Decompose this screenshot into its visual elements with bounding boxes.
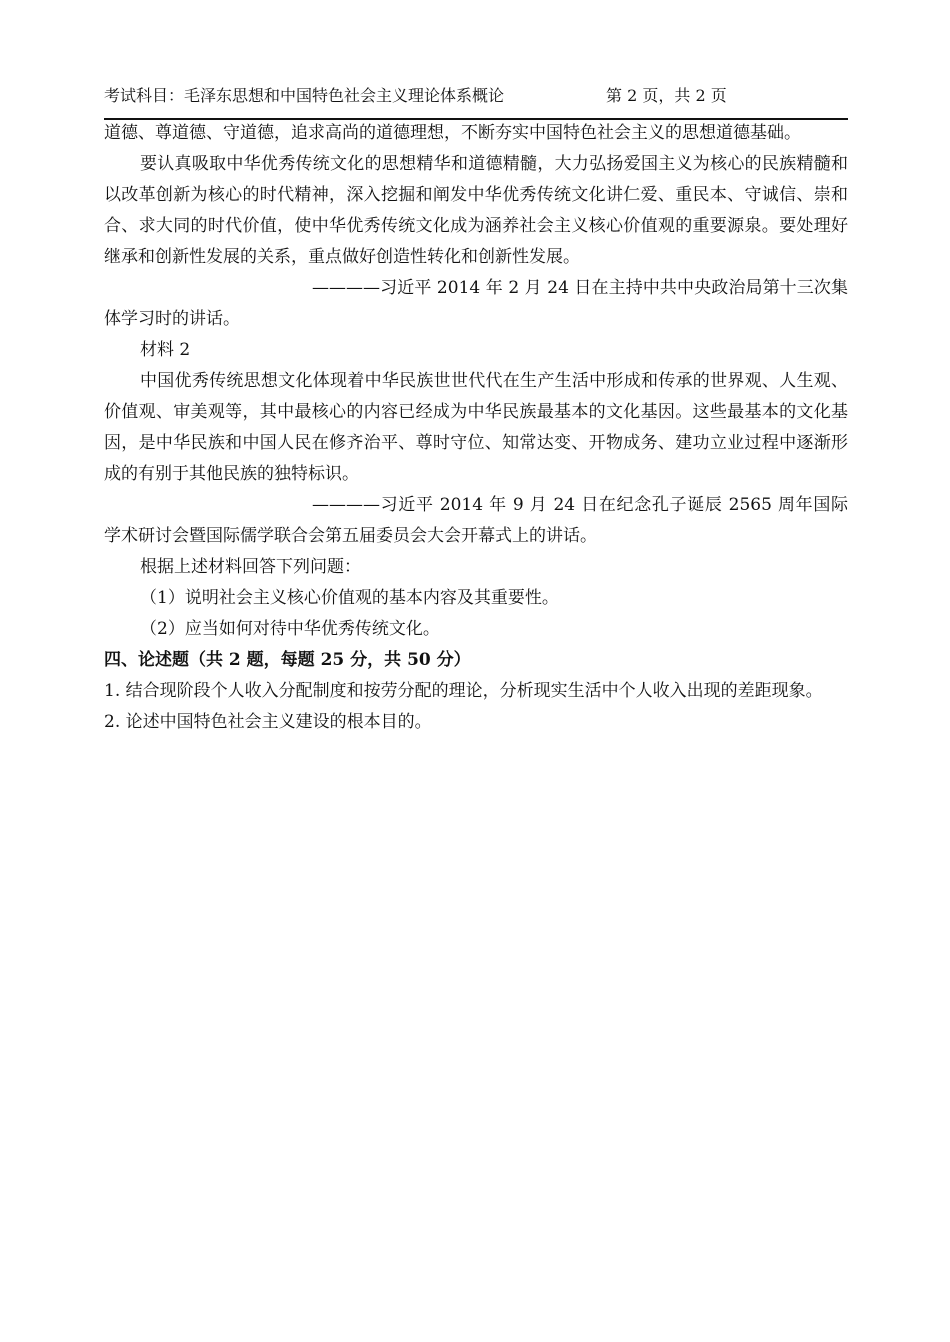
question-2: （2）应当如何对待中华优秀传统文化。 [140, 619, 440, 639]
question-instruction: 根据上述材料回答下列问题： [140, 557, 361, 577]
paragraph-continuation: 道德、尊道德、守道德，追求高尚的道德理想，不断夯实中国特色社会主义的思想道德基础。 [104, 123, 801, 143]
essay-question-1: 1. 结合现阶段个人收入分配制度和按劳分配的理论，分析现实生活中个人收入出现的差距现象。 [104, 681, 823, 701]
exam-subject: 考试科目：毛泽东思想和中国特色社会主义理论体系概论 [104, 86, 505, 105]
material-2-paragraph: 中国优秀传统思想文化体现着中华民族世世代代在生产生活中形成和传承的世界观、人生观、价值观、审美观等，其中最核心的内容已经成为中华民族最基本的文化基因。这些最基本的文化基因，是中华民族和中国人民在修齐治平、尊时守位、知常达变、开物成务、建功立业过程中逐渐形成的有别于其他民族的独特标识。 [104, 371, 848, 484]
page-number: 第 2 页，共 2 页 [606, 86, 727, 105]
essay-question-2: 2. 论述中国特色社会主义建设的根本目的。 [104, 712, 432, 732]
material-1-attribution: ————习近平 2014 年 2 月 24 日在主持中共中央政治局第十三次集体学习时的讲话。 [104, 278, 848, 329]
material-1-paragraph: 要认真吸取中华优秀传统文化的思想精华和道德精髓，大力弘扬爱国主义为核心的民族精髓和以改革创新为核心的时代精神，深入挖掘和阐发中华优秀传统文化讲仁爱、重民本、守诚信、崇和合、求大同的时代价值，使中华优秀传统文化成为涵养社会主义核心价值观的重要源泉。要处理好继承和创新性发展的关系，重点做好创造性转化和创新性发展。 [104, 154, 848, 267]
material-2-attribution: ————习近平 2014 年 9 月 24 日在纪念孔子诞辰 2565 周年国际学术研讨会暨国际儒学联合会第五届委员会大会开幕式上的讲话。 [104, 495, 848, 546]
exam-content [104, 118, 848, 738]
page-header [104, 84, 848, 108]
section-4-title: 四、论述题（共 2 题，每题 25 分，共 50 分） [104, 650, 471, 670]
material-2-title: 材料 2 [140, 340, 191, 360]
question-1: （1）说明社会主义核心价值观的基本内容及其重要性。 [140, 588, 559, 608]
